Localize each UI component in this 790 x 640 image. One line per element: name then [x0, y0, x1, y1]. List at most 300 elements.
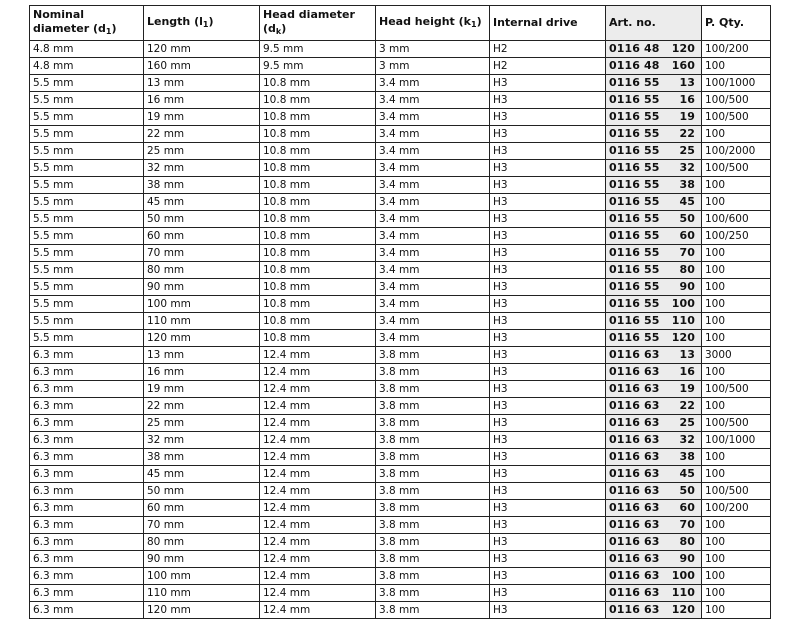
- cell-art-no: [606, 211, 702, 228]
- table-row: [30, 381, 771, 398]
- table-body: [30, 41, 771, 619]
- cell-head-diameter: 10.8 mm: [260, 177, 376, 194]
- cell-head-diameter: 12.4 mm: [260, 602, 376, 619]
- cell-internal-drive: H3: [490, 279, 606, 296]
- table-row: [30, 585, 771, 602]
- cell-head-diameter: 12.4 mm: [260, 432, 376, 449]
- cell-internal-drive: H3: [490, 211, 606, 228]
- cell-head-height: 3.4 mm: [376, 211, 490, 228]
- cell-internal-drive: H3: [490, 551, 606, 568]
- cell-art-no: [606, 279, 702, 296]
- cell-art-no: [606, 585, 702, 602]
- cell-pack-qty: 3000: [702, 347, 771, 364]
- cell-pack-qty: 100: [702, 364, 771, 381]
- table-row: [30, 313, 771, 330]
- art-no-size: 80: [679, 535, 695, 548]
- cell-length: 110 mm: [144, 585, 260, 602]
- table-row: [30, 245, 771, 262]
- cell-head-height: 3.8 mm: [376, 347, 490, 364]
- cell-head-height: 3 mm: [376, 58, 490, 75]
- cell-internal-drive: H3: [490, 517, 606, 534]
- cell-nominal-diameter: 6.3 mm: [30, 534, 144, 551]
- cell-internal-drive: H3: [490, 432, 606, 449]
- header-nominal-diameter: Nominal diameter $(d_1)$: [30, 6, 144, 41]
- cell-pack-qty: 100/250: [702, 228, 771, 245]
- cell-head-diameter: 12.4 mm: [260, 415, 376, 432]
- cell-pack-qty: 100/1000: [702, 432, 771, 449]
- art-no-base: 0116 55: [609, 280, 660, 293]
- art-no-size: 120: [671, 42, 695, 55]
- art-no-size: 120: [671, 331, 695, 344]
- art-no-base: 0116 63: [609, 518, 660, 531]
- cell-internal-drive: H3: [490, 398, 606, 415]
- cell-nominal-diameter: 6.3 mm: [30, 364, 144, 381]
- art-no-size: 19: [679, 110, 695, 123]
- table-row: [30, 483, 771, 500]
- art-no-base: 0116 55: [609, 212, 660, 225]
- cell-head-height: 3.8 mm: [376, 500, 490, 517]
- cell-head-diameter: 12.4 mm: [260, 551, 376, 568]
- art-no-size: 100: [671, 297, 695, 310]
- cell-internal-drive: H3: [490, 449, 606, 466]
- cell-pack-qty: 100/200: [702, 500, 771, 517]
- cell-internal-drive: H3: [490, 483, 606, 500]
- cell-head-diameter: 12.4 mm: [260, 449, 376, 466]
- cell-art-no: [606, 126, 702, 143]
- art-no-size: 25: [679, 416, 695, 429]
- cell-head-diameter: 10.8 mm: [260, 228, 376, 245]
- cell-length: 70 mm: [144, 517, 260, 534]
- cell-art-no: [606, 347, 702, 364]
- cell-internal-drive: H3: [490, 585, 606, 602]
- cell-head-height: 3.4 mm: [376, 279, 490, 296]
- art-no-size: 60: [679, 501, 695, 514]
- cell-nominal-diameter: 5.5 mm: [30, 313, 144, 330]
- cell-internal-drive: H3: [490, 92, 606, 109]
- cell-art-no: [606, 602, 702, 619]
- art-no-size: 100: [671, 569, 695, 582]
- art-no-size: 32: [679, 433, 695, 446]
- cell-length: 45 mm: [144, 466, 260, 483]
- cell-head-height: 3.8 mm: [376, 449, 490, 466]
- cell-art-no: [606, 551, 702, 568]
- header-art-no: Art. no.: [606, 6, 702, 41]
- cell-art-no: [606, 313, 702, 330]
- cell-nominal-diameter: 6.3 mm: [30, 585, 144, 602]
- cell-head-diameter: 10.8 mm: [260, 211, 376, 228]
- table-row: [30, 126, 771, 143]
- cell-pack-qty: 100/500: [702, 109, 771, 126]
- cell-head-diameter: 10.8 mm: [260, 75, 376, 92]
- cell-pack-qty: 100: [702, 313, 771, 330]
- cell-nominal-diameter: 6.3 mm: [30, 449, 144, 466]
- cell-internal-drive: H3: [490, 381, 606, 398]
- spec-table-container: [29, 5, 771, 619]
- cell-length: 22 mm: [144, 126, 260, 143]
- cell-pack-qty: 100/500: [702, 483, 771, 500]
- cell-head-height: 3.8 mm: [376, 483, 490, 500]
- cell-art-no: [606, 109, 702, 126]
- cell-pack-qty: 100/500: [702, 160, 771, 177]
- cell-pack-qty: 100: [702, 245, 771, 262]
- cell-internal-drive: H3: [490, 194, 606, 211]
- cell-length: 90 mm: [144, 279, 260, 296]
- table-row: [30, 398, 771, 415]
- cell-internal-drive: H3: [490, 262, 606, 279]
- cell-length: 100 mm: [144, 568, 260, 585]
- art-no-size: 32: [679, 161, 695, 174]
- cell-nominal-diameter: 6.3 mm: [30, 602, 144, 619]
- art-no-base: 0116 48: [609, 42, 660, 55]
- cell-art-no: [606, 398, 702, 415]
- cell-nominal-diameter: 6.3 mm: [30, 466, 144, 483]
- table-row: [30, 330, 771, 347]
- cell-length: 25 mm: [144, 143, 260, 160]
- cell-internal-drive: H3: [490, 75, 606, 92]
- cell-pack-qty: 100: [702, 279, 771, 296]
- cell-head-height: 3.4 mm: [376, 245, 490, 262]
- cell-internal-drive: H3: [490, 415, 606, 432]
- table-row: [30, 568, 771, 585]
- cell-internal-drive: H3: [490, 143, 606, 160]
- cell-nominal-diameter: 5.5 mm: [30, 228, 144, 245]
- cell-pack-qty: 100: [702, 398, 771, 415]
- art-no-base: 0116 55: [609, 178, 660, 191]
- table-header-row: [30, 6, 771, 41]
- cell-head-height: 3.4 mm: [376, 296, 490, 313]
- table-row: [30, 211, 771, 228]
- cell-internal-drive: H3: [490, 534, 606, 551]
- cell-length: 100 mm: [144, 296, 260, 313]
- cell-head-height: 3.4 mm: [376, 313, 490, 330]
- art-no-base: 0116 55: [609, 195, 660, 208]
- cell-length: 120 mm: [144, 602, 260, 619]
- table-row: [30, 551, 771, 568]
- art-no-base: 0116 55: [609, 110, 660, 123]
- cell-head-diameter: 10.8 mm: [260, 92, 376, 109]
- cell-nominal-diameter: 5.5 mm: [30, 211, 144, 228]
- table-row: [30, 364, 771, 381]
- cell-art-no: [606, 296, 702, 313]
- cell-length: 70 mm: [144, 245, 260, 262]
- cell-art-no: [606, 160, 702, 177]
- art-no-base: 0116 63: [609, 484, 660, 497]
- cell-nominal-diameter: 5.5 mm: [30, 194, 144, 211]
- cell-head-height: 3.4 mm: [376, 143, 490, 160]
- cell-internal-drive: H3: [490, 245, 606, 262]
- art-no-base: 0116 63: [609, 603, 660, 616]
- cell-nominal-diameter: 6.3 mm: [30, 517, 144, 534]
- table-row: [30, 449, 771, 466]
- cell-nominal-diameter: 4.8 mm: [30, 58, 144, 75]
- cell-length: 60 mm: [144, 500, 260, 517]
- cell-nominal-diameter: 5.5 mm: [30, 330, 144, 347]
- art-no-size: 38: [679, 450, 695, 463]
- header-head-diameter: Head diameter $(d_k)$: [260, 6, 376, 41]
- cell-art-no: [606, 194, 702, 211]
- art-no-size: 60: [679, 229, 695, 242]
- cell-head-height: 3.8 mm: [376, 534, 490, 551]
- cell-pack-qty: 100/500: [702, 381, 771, 398]
- art-no-base: 0116 55: [609, 297, 660, 310]
- cell-length: 13 mm: [144, 347, 260, 364]
- art-no-base: 0116 55: [609, 263, 660, 276]
- cell-art-no: [606, 534, 702, 551]
- cell-pack-qty: 100: [702, 449, 771, 466]
- art-no-size: 70: [679, 518, 695, 531]
- cell-head-diameter: 12.4 mm: [260, 534, 376, 551]
- cell-nominal-diameter: 5.5 mm: [30, 143, 144, 160]
- cell-art-no: [606, 364, 702, 381]
- header-pack-qty: P. Qty.: [702, 6, 771, 41]
- cell-head-diameter: 9.5 mm: [260, 58, 376, 75]
- cell-pack-qty: 100: [702, 262, 771, 279]
- cell-head-diameter: 12.4 mm: [260, 364, 376, 381]
- cell-head-diameter: 12.4 mm: [260, 466, 376, 483]
- cell-pack-qty: 100/600: [702, 211, 771, 228]
- cell-nominal-diameter: 5.5 mm: [30, 177, 144, 194]
- art-no-size: 22: [679, 127, 695, 140]
- screw-spec-table: [29, 5, 771, 619]
- cell-head-diameter: 10.8 mm: [260, 143, 376, 160]
- art-no-base: 0116 63: [609, 569, 660, 582]
- art-no-base: 0116 63: [609, 365, 660, 378]
- cell-internal-drive: H2: [490, 41, 606, 58]
- cell-art-no: [606, 466, 702, 483]
- cell-nominal-diameter: 6.3 mm: [30, 347, 144, 364]
- cell-nominal-diameter: 5.5 mm: [30, 245, 144, 262]
- cell-art-no: [606, 41, 702, 58]
- cell-pack-qty: 100: [702, 330, 771, 347]
- cell-length: 120 mm: [144, 41, 260, 58]
- cell-head-height: 3.4 mm: [376, 194, 490, 211]
- table-row: [30, 41, 771, 58]
- cell-length: 22 mm: [144, 398, 260, 415]
- cell-head-diameter: 10.8 mm: [260, 279, 376, 296]
- art-no-base: 0116 63: [609, 399, 660, 412]
- cell-length: 45 mm: [144, 194, 260, 211]
- art-no-size: 50: [679, 484, 695, 497]
- cell-head-diameter: 10.8 mm: [260, 296, 376, 313]
- art-no-size: 90: [679, 552, 695, 565]
- art-no-base: 0116 63: [609, 348, 660, 361]
- art-no-size: 120: [671, 603, 695, 616]
- art-no-size: 160: [671, 59, 695, 72]
- art-no-base: 0116 63: [609, 535, 660, 548]
- cell-length: 16 mm: [144, 364, 260, 381]
- art-no-size: 90: [679, 280, 695, 293]
- cell-nominal-diameter: 5.5 mm: [30, 92, 144, 109]
- cell-head-height: 3.8 mm: [376, 398, 490, 415]
- art-no-size: 70: [679, 246, 695, 259]
- cell-internal-drive: H3: [490, 568, 606, 585]
- cell-length: 90 mm: [144, 551, 260, 568]
- cell-nominal-diameter: 6.3 mm: [30, 483, 144, 500]
- cell-art-no: [606, 228, 702, 245]
- cell-pack-qty: 100: [702, 517, 771, 534]
- art-no-size: 50: [679, 212, 695, 225]
- cell-art-no: [606, 449, 702, 466]
- cell-art-no: [606, 381, 702, 398]
- cell-pack-qty: 100: [702, 466, 771, 483]
- table-row: [30, 296, 771, 313]
- cell-internal-drive: H3: [490, 296, 606, 313]
- table-row: [30, 143, 771, 160]
- cell-internal-drive: H3: [490, 126, 606, 143]
- art-no-base: 0116 63: [609, 467, 660, 480]
- cell-head-height: 3.4 mm: [376, 160, 490, 177]
- cell-head-diameter: 10.8 mm: [260, 109, 376, 126]
- cell-internal-drive: H2: [490, 58, 606, 75]
- cell-pack-qty: 100: [702, 177, 771, 194]
- cell-internal-drive: H3: [490, 347, 606, 364]
- art-no-base: 0116 55: [609, 93, 660, 106]
- cell-length: 38 mm: [144, 177, 260, 194]
- art-no-size: 13: [679, 76, 695, 89]
- table-row: [30, 160, 771, 177]
- cell-art-no: [606, 483, 702, 500]
- cell-pack-qty: 100/200: [702, 41, 771, 58]
- cell-head-diameter: 12.4 mm: [260, 381, 376, 398]
- cell-length: 50 mm: [144, 211, 260, 228]
- art-no-size: 38: [679, 178, 695, 191]
- cell-head-diameter: 12.4 mm: [260, 517, 376, 534]
- art-no-size: 16: [679, 365, 695, 378]
- art-no-size: 19: [679, 382, 695, 395]
- art-no-base: 0116 63: [609, 501, 660, 514]
- header-length: Length $(l_1)$: [144, 6, 260, 41]
- art-no-size: 110: [671, 314, 695, 327]
- art-no-base: 0116 55: [609, 331, 660, 344]
- cell-length: 80 mm: [144, 534, 260, 551]
- cell-art-no: [606, 262, 702, 279]
- art-no-base: 0116 63: [609, 586, 660, 599]
- cell-nominal-diameter: 6.3 mm: [30, 398, 144, 415]
- cell-head-height: 3.4 mm: [376, 228, 490, 245]
- table-row: [30, 109, 771, 126]
- cell-length: 32 mm: [144, 160, 260, 177]
- cell-pack-qty: 100/500: [702, 92, 771, 109]
- cell-internal-drive: H3: [490, 313, 606, 330]
- cell-head-height: 3.8 mm: [376, 415, 490, 432]
- cell-length: 13 mm: [144, 75, 260, 92]
- cell-pack-qty: 100: [702, 568, 771, 585]
- cell-head-diameter: 10.8 mm: [260, 126, 376, 143]
- cell-head-height: 3.4 mm: [376, 92, 490, 109]
- art-no-size: 110: [671, 586, 695, 599]
- cell-head-diameter: 12.4 mm: [260, 347, 376, 364]
- cell-head-height: 3.4 mm: [376, 177, 490, 194]
- cell-internal-drive: H3: [490, 228, 606, 245]
- cell-pack-qty: 100: [702, 194, 771, 211]
- cell-internal-drive: H3: [490, 330, 606, 347]
- header-internal-drive: Internal drive: [490, 6, 606, 41]
- cell-head-diameter: 12.4 mm: [260, 585, 376, 602]
- table-row: [30, 228, 771, 245]
- art-no-base: 0116 55: [609, 76, 660, 89]
- cell-head-height: 3.8 mm: [376, 585, 490, 602]
- cell-head-diameter: 12.4 mm: [260, 483, 376, 500]
- cell-head-diameter: 10.8 mm: [260, 330, 376, 347]
- cell-art-no: [606, 75, 702, 92]
- cell-head-diameter: 10.8 mm: [260, 194, 376, 211]
- cell-nominal-diameter: 6.3 mm: [30, 381, 144, 398]
- cell-length: 16 mm: [144, 92, 260, 109]
- cell-pack-qty: 100: [702, 534, 771, 551]
- art-no-base: 0116 55: [609, 127, 660, 140]
- cell-nominal-diameter: 4.8 mm: [30, 41, 144, 58]
- cell-head-diameter: 10.8 mm: [260, 313, 376, 330]
- table-row: [30, 432, 771, 449]
- cell-pack-qty: 100: [702, 602, 771, 619]
- cell-head-height: 3.4 mm: [376, 126, 490, 143]
- cell-nominal-diameter: 5.5 mm: [30, 262, 144, 279]
- art-no-base: 0116 55: [609, 144, 660, 157]
- cell-internal-drive: H3: [490, 177, 606, 194]
- art-no-size: 22: [679, 399, 695, 412]
- cell-head-height: 3.8 mm: [376, 364, 490, 381]
- table-row: [30, 500, 771, 517]
- art-no-base: 0116 63: [609, 433, 660, 446]
- art-no-size: 45: [679, 467, 695, 480]
- cell-head-height: 3.8 mm: [376, 602, 490, 619]
- cell-head-height: 3.4 mm: [376, 330, 490, 347]
- cell-nominal-diameter: 6.3 mm: [30, 568, 144, 585]
- cell-length: 120 mm: [144, 330, 260, 347]
- cell-length: 60 mm: [144, 228, 260, 245]
- table-row: [30, 194, 771, 211]
- cell-nominal-diameter: 6.3 mm: [30, 500, 144, 517]
- art-no-size: 13: [679, 348, 695, 361]
- cell-head-height: 3.8 mm: [376, 432, 490, 449]
- cell-head-height: 3.4 mm: [376, 75, 490, 92]
- cell-nominal-diameter: 5.5 mm: [30, 160, 144, 177]
- cell-head-height: 3.8 mm: [376, 551, 490, 568]
- table-row: [30, 279, 771, 296]
- cell-pack-qty: 100: [702, 126, 771, 143]
- cell-head-height: 3.4 mm: [376, 109, 490, 126]
- cell-head-height: 3.8 mm: [376, 517, 490, 534]
- header-head-height: Head height $(k_1)$: [376, 6, 490, 41]
- art-no-base: 0116 48: [609, 59, 660, 72]
- cell-internal-drive: H3: [490, 500, 606, 517]
- art-no-base: 0116 55: [609, 161, 660, 174]
- cell-internal-drive: H3: [490, 602, 606, 619]
- cell-length: 19 mm: [144, 381, 260, 398]
- table-row: [30, 75, 771, 92]
- cell-length: 80 mm: [144, 262, 260, 279]
- art-no-base: 0116 55: [609, 314, 660, 327]
- art-no-base: 0116 63: [609, 416, 660, 429]
- table-row: [30, 534, 771, 551]
- table-row: [30, 262, 771, 279]
- art-no-base: 0116 63: [609, 382, 660, 395]
- cell-pack-qty: 100: [702, 58, 771, 75]
- cell-art-no: [606, 330, 702, 347]
- cell-art-no: [606, 143, 702, 160]
- art-no-base: 0116 55: [609, 246, 660, 259]
- cell-length: 38 mm: [144, 449, 260, 466]
- art-no-base: 0116 63: [609, 450, 660, 463]
- art-no-size: 25: [679, 144, 695, 157]
- cell-head-height: 3.4 mm: [376, 262, 490, 279]
- cell-length: 50 mm: [144, 483, 260, 500]
- cell-length: 32 mm: [144, 432, 260, 449]
- cell-pack-qty: 100/500: [702, 415, 771, 432]
- cell-art-no: [606, 568, 702, 585]
- cell-art-no: [606, 58, 702, 75]
- cell-head-diameter: 12.4 mm: [260, 568, 376, 585]
